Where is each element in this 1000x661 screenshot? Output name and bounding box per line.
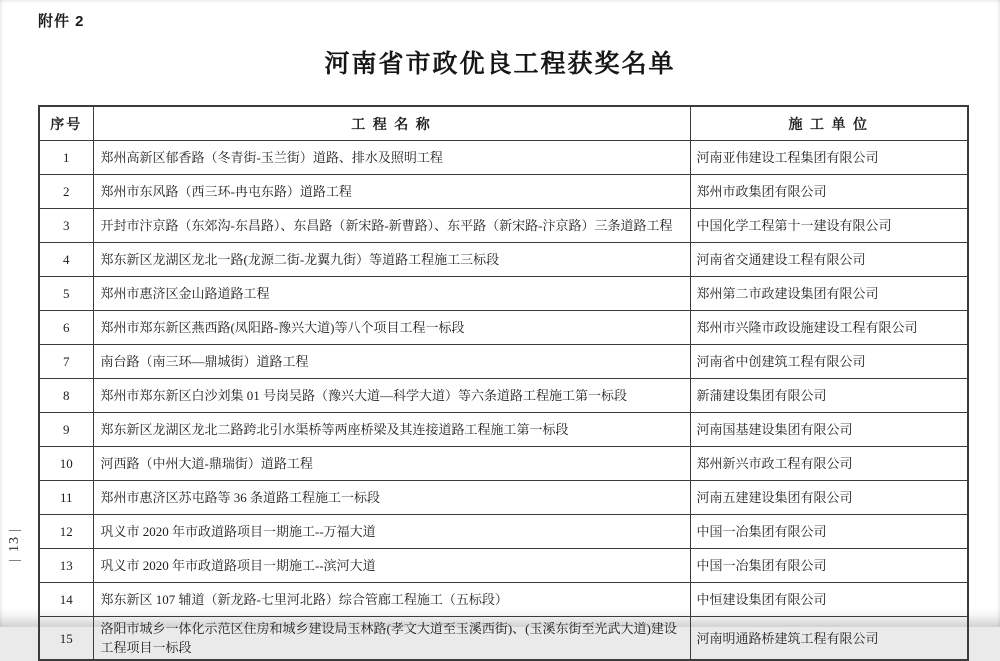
- serial-cell: 3: [39, 209, 93, 243]
- table-row: [39, 311, 968, 345]
- awards-table-body: [39, 141, 968, 661]
- col-header-serial: 序号: [39, 106, 93, 141]
- contractor-cell: 郑州第二市政建设集团有限公司: [690, 277, 968, 311]
- contractor-cell: 中国一冶集团有限公司: [690, 515, 968, 549]
- project-name-cell: 开封市汴京路（东郊沟-东昌路）、东昌路（新宋路-新曹路）、东平路（新宋路-汴京路）三条道路工程: [93, 209, 690, 243]
- serial-cell: 5: [39, 277, 93, 311]
- serial-cell: 7: [39, 345, 93, 379]
- table-row: [39, 175, 968, 209]
- table-row: [39, 345, 968, 379]
- serial-cell: 1: [39, 141, 93, 175]
- table-row: [39, 243, 968, 277]
- col-header-contractor: 施 工 单 位: [690, 106, 968, 141]
- page-title: 河南省市政优良工程获奖名单: [324, 50, 676, 78]
- contractor-cell: 中国一冶集团有限公司: [690, 549, 968, 583]
- contractor-cell: 河南国基建设集团有限公司: [690, 413, 968, 447]
- project-name-cell: 巩义市 2020 年市政道路项目一期施工--万福大道: [93, 515, 690, 549]
- header-row: [39, 106, 968, 141]
- contractor-cell: 中恒建设集团有限公司: [690, 583, 968, 617]
- contractor-cell: 河南省交通建设工程有限公司: [690, 243, 968, 277]
- project-name-cell: 郑东新区龙湖区龙北二路跨北引水渠桥等两座桥梁及其连接道路工程施工第一标段: [93, 413, 690, 447]
- contractor-cell: 河南省中创建筑工程有限公司: [690, 345, 968, 379]
- col-header-project-name: 工 程 名 称: [93, 106, 690, 141]
- serial-cell: 8: [39, 379, 93, 413]
- table-row: [39, 515, 968, 549]
- serial-cell: 10: [39, 447, 93, 481]
- project-name-cell: 郑州市郑东新区燕西路(凤阳路-豫兴大道)等八个项目工程一标段: [93, 311, 690, 345]
- page-number-value: 13: [7, 536, 22, 552]
- contractor-cell: 河南亚伟建设工程集团有限公司: [690, 141, 968, 175]
- project-name-cell: 郑州市郑东新区白沙刘集 01 号岗吴路（豫兴大道—科学大道）等六条道路工程施工第一标段: [93, 379, 690, 413]
- contractor-cell: 郑州市政集团有限公司: [690, 175, 968, 209]
- serial-cell: 9: [39, 413, 93, 447]
- serial-cell: 11: [39, 481, 93, 515]
- table-row: [39, 209, 968, 243]
- project-name-cell: 河西路（中州大道-鼎瑞街）道路工程: [93, 447, 690, 481]
- project-name-cell: 南台路（南三环—鼎城街）道路工程: [93, 345, 690, 379]
- project-name-cell: 郑东新区 107 辅道（新龙路-七里河北路）综合管廊工程施工（五标段）: [93, 583, 690, 617]
- table-row: [39, 583, 968, 617]
- page-number: [2, 503, 28, 585]
- contractor-cell: 新蒲建设集团有限公司: [690, 379, 968, 413]
- project-name-cell: 巩义市 2020 年市政道路项目一期施工--滨河大道: [93, 549, 690, 583]
- contractor-cell: 郑州新兴市政工程有限公司: [690, 447, 968, 481]
- project-name-cell: 郑东新区龙湖区龙北一路(龙源二街-龙翼九街）等道路工程施工三标段: [93, 243, 690, 277]
- table-row: [39, 447, 968, 481]
- contractor-cell: 中国化学工程第十一建设有限公司: [690, 209, 968, 243]
- serial-cell: 4: [39, 243, 93, 277]
- serial-cell: 2: [39, 175, 93, 209]
- contractor-cell: 郑州市兴隆市政设施建设工程有限公司: [690, 311, 968, 345]
- project-name-cell: 洛阳市城乡一体化示范区住房和城乡建设局玉林路(孝文大道至玉溪西街)、(玉溪东街至光武大道)建设工程项目一标段: [93, 617, 690, 661]
- serial-cell: 6: [39, 311, 93, 345]
- awards-table-header: [39, 106, 968, 141]
- serial-cell: 15: [39, 617, 93, 661]
- page-number-dash-top: —: [9, 522, 21, 536]
- serial-cell: 13: [39, 549, 93, 583]
- serial-cell: 14: [39, 583, 93, 617]
- project-name-cell: 郑州市惠济区苏屯路等 36 条道路工程施工一标段: [93, 481, 690, 515]
- project-name-cell: 郑州高新区郁香路（冬青街-玉兰街）道路、排水及照明工程: [93, 141, 690, 175]
- contractor-cell: 河南明通路桥建筑工程有限公司: [690, 617, 968, 661]
- attachment-label: 附件 2: [38, 13, 85, 30]
- project-name-cell: 郑州市东风路（西三环-冉屯东路）道路工程: [93, 175, 690, 209]
- serial-cell: 12: [39, 515, 93, 549]
- table-row: [39, 277, 968, 311]
- awards-table: [38, 105, 969, 661]
- table-row: [39, 413, 968, 447]
- table-row: [39, 141, 968, 175]
- table-row: [39, 617, 968, 661]
- contractor-cell: 河南五建建设集团有限公司: [690, 481, 968, 515]
- table-row: [39, 481, 968, 515]
- page-number-dash-bottom: —: [9, 552, 21, 566]
- table-row: [39, 549, 968, 583]
- project-name-cell: 郑州市惠济区金山路道路工程: [93, 277, 690, 311]
- table-row: [39, 379, 968, 413]
